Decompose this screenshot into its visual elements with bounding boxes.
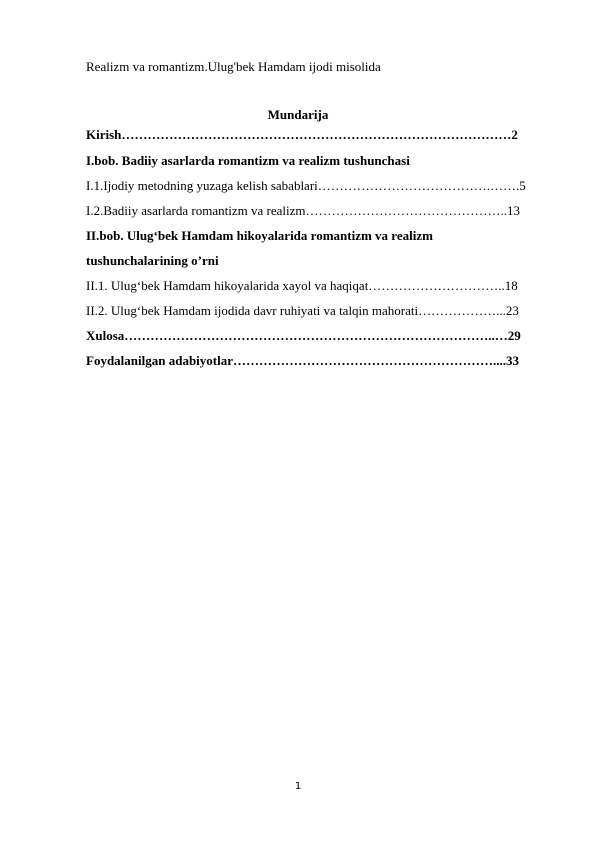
toc-entry-xulosa: Xulosa…………………………………………………………………………..…29	[86, 328, 521, 343]
document-title: Realizm va romantizm.Ulug'bek Hamdam ijodi misolida	[86, 59, 381, 74]
toc-entry-chapter-1: I.bob. Badiiy asarlarda romantizm va realizm tushunchasi	[86, 153, 410, 168]
toc-entry-section-2-2: II.2. Ulug‘bek Hamdam ijodida davr ruhiyati va talqin mahorati………………...23	[86, 303, 519, 318]
toc-entry-kirish: Kirish………………………………………………………………………………2	[86, 127, 518, 142]
toc-entry-section-2-1: II.1. Ulug‘bek Hamdam hikoyalarida xayol va haqiqat…………………………..18	[86, 278, 518, 293]
toc-entry-section-1-1: I.1.Ijodiy metodning yuzaga kelish sabablari………………………………….…….5	[86, 178, 526, 193]
page-number: 1	[294, 781, 302, 792]
toc-entry-adabiyotlar: Foydalanilgan adabiyotlar……………………………………………………....33	[86, 353, 519, 368]
toc-entry-chapter-2: II.bob. Ulug‘bek Hamdam hikoyalarida romantizm va realizm	[86, 228, 433, 243]
toc-heading: Mundarija	[267, 107, 329, 122]
toc-entry-section-1-2: I.2.Badiiy asarlarda romantizm va realizm………………………………………..13	[86, 203, 520, 218]
toc-entry-chapter-2-cont: tushunchalarining o’rni	[86, 253, 219, 268]
